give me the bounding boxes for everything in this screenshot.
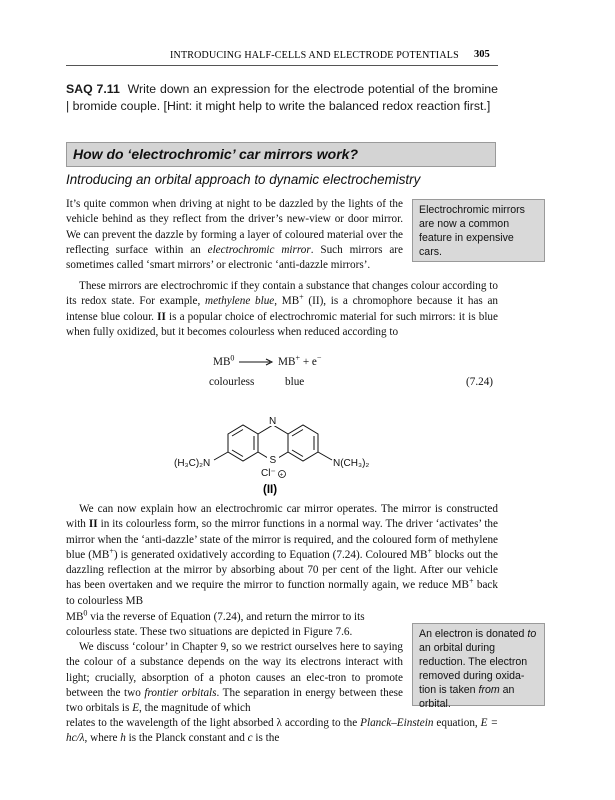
eq-right-species: MB bbox=[278, 356, 296, 368]
atom-s: S bbox=[269, 455, 277, 466]
eq-electron: + e bbox=[302, 356, 317, 368]
p3-sup-1: + bbox=[109, 546, 114, 556]
p2-text-c: , MB bbox=[274, 295, 300, 308]
paragraph-5 bbox=[66, 640, 403, 716]
structure-label: (II) bbox=[263, 484, 278, 496]
note2-b: to bbox=[527, 628, 537, 640]
eq-label-colourless: colourless bbox=[209, 376, 255, 388]
paragraph-3 bbox=[66, 502, 498, 609]
paragraph-1 bbox=[66, 197, 403, 273]
p3-text-f: back to colourless MB bbox=[66, 579, 498, 607]
p2-text-a: These mirrors are electrochromic if they contain a substance that changes colour according to its redox state. For example, bbox=[66, 280, 498, 308]
p6-symbol-c: c bbox=[247, 732, 253, 745]
p3-sup-3: + bbox=[469, 576, 474, 586]
p6-equation: E = hc/λ bbox=[66, 717, 498, 745]
equation-7-24 bbox=[213, 353, 322, 368]
margin-note-1: Electrochromic mirrors are now a common feature in expensive cars. bbox=[412, 199, 545, 262]
p3-text-d: ) is generated oxidatively according to Equation (7.24). Coloured MB bbox=[113, 548, 428, 561]
paragraph-3-end: $MB^0$ via the reverse of Equation (7.24), and return the mirror to its bbox=[66, 608, 365, 623]
paragraph-6 bbox=[66, 716, 498, 747]
p3-text-a: We can now explain how an electrochromic car mirror operates. The mirror is constructed with bbox=[66, 503, 498, 531]
note2-e: an orbital. bbox=[419, 684, 515, 710]
p5-symbol-e: E bbox=[132, 702, 140, 715]
p3-text-g: via the reverse of Equation (7.24), and return the mirror to its bbox=[90, 611, 365, 623]
section-title: How do ‘electrochromic’ car mirrors work? bbox=[73, 146, 359, 162]
eq-left-species: MB bbox=[213, 356, 231, 368]
p3-bold: II bbox=[88, 518, 98, 531]
p6-text-d: , where bbox=[84, 732, 118, 745]
p3-text-e: blocks out the dazzling reflection at the mirror by absorbing about 70 per cent of the light. After our vehicle has been overtaken and we require the mirror to function normally again, we reduce MB bbox=[66, 548, 498, 592]
p2-text-f: is a popular choice of electrochromic material for such mirrors: it is blue when fully oxidized, but it becomes colourless when reduced according to bbox=[66, 310, 498, 338]
eq-electron-sup: − bbox=[316, 353, 322, 363]
group-right-dimethylamino: N(CH₃)₂ bbox=[333, 458, 370, 469]
p2-sup: + bbox=[299, 292, 304, 302]
p5-text-d: , the magnitude of which bbox=[139, 702, 251, 715]
reaction-arrow-icon bbox=[237, 358, 275, 366]
note2-c: an orbital during reduction. The electron removed during oxida-tion is taken bbox=[419, 642, 528, 696]
p2-bold: II bbox=[157, 310, 166, 323]
p2-term: methylene blue bbox=[204, 295, 275, 308]
p5-text-a: We discuss ‘colour’ in Chapter 9, so we restrict ourselves here to saying the colour of a substance depends on the way its electrons interact with light; crucially, absorption of a photon causes an elec-tron to promote between the two bbox=[66, 641, 403, 699]
paragraph-2 bbox=[66, 279, 498, 340]
note2-d: from bbox=[478, 684, 500, 696]
p6-text-e: is the Planck constant and bbox=[128, 732, 245, 745]
note2-a: An electron is donated bbox=[419, 628, 525, 640]
equation-number: (7.24) bbox=[466, 376, 494, 388]
page-number: 305 bbox=[474, 49, 490, 60]
methylene-blue-structure bbox=[170, 408, 400, 498]
p5-term: frontier orbitals bbox=[144, 686, 217, 699]
margin-note-2 bbox=[412, 623, 545, 710]
p1-text-a: It’s quite common when driving at night to be dazzled by the lights of the vehicle behind as they reflect from the driver’s new-view or door mirror. We can prevent the dazzle by forming a layer of coloured material over the reflecting surface within an bbox=[66, 198, 403, 256]
p1-term: electrochromic mirror bbox=[207, 243, 311, 256]
p6-symbol-h: h bbox=[120, 732, 126, 745]
paragraph-4: colourless state. These two situations are depicted in Figure 7.6. bbox=[66, 626, 353, 638]
p3-sup-zero: 0 bbox=[83, 608, 88, 618]
eq-label-blue: blue bbox=[285, 376, 305, 388]
p6-text-c: equation, bbox=[436, 717, 478, 729]
eq-left-sup: 0 bbox=[230, 353, 235, 363]
saq-block bbox=[66, 81, 498, 115]
eq-right-sup: + bbox=[295, 353, 301, 363]
charge-sign: + bbox=[279, 472, 284, 479]
section-subtitle: Introducing an orbital approach to dynamic electrochemistry bbox=[66, 172, 421, 187]
p6-term: Planck–Einstein bbox=[360, 717, 434, 729]
saq-text: Write down an expression for the electrode potential of the bromine | bromide couple. [Hint: it might help to write the balanced redox reaction first.] bbox=[66, 82, 498, 113]
p5-text-c: . The separation in energy between these two orbitals is bbox=[66, 686, 403, 715]
p3-sup-2: + bbox=[427, 546, 432, 556]
group-left-dimethylamino: (H₃C)₂N bbox=[174, 458, 211, 469]
p3-text-c: in its colourless form, so the mirror functions in a normal way. The driver ‘activates’ the mirror when the ‘anti-dazzle’ state of the mirror is required, and the coloured form of methylene blue (MB bbox=[66, 518, 498, 561]
p6-text-a: relates to the wavelength of the light absorbed λ according to the bbox=[66, 717, 358, 729]
p2-text-d: (II), is a chromophore because it has an intense blue colour. bbox=[66, 295, 499, 323]
atom-n-top: N bbox=[269, 416, 277, 427]
p6-text-f: is the bbox=[255, 732, 280, 745]
running-head: INTRODUCING HALF-CELLS AND ELECTRODE POTENTIALS bbox=[170, 50, 459, 61]
saq-label: SAQ 7.11 bbox=[66, 82, 120, 96]
header-rule bbox=[66, 65, 498, 66]
p1-text-c: . Such mirrors are sometimes called ‘smart mirrors’ or electronic ‘anti-dazzle mirrors’. bbox=[66, 243, 403, 272]
counterion: Cl⁻ bbox=[261, 468, 276, 479]
